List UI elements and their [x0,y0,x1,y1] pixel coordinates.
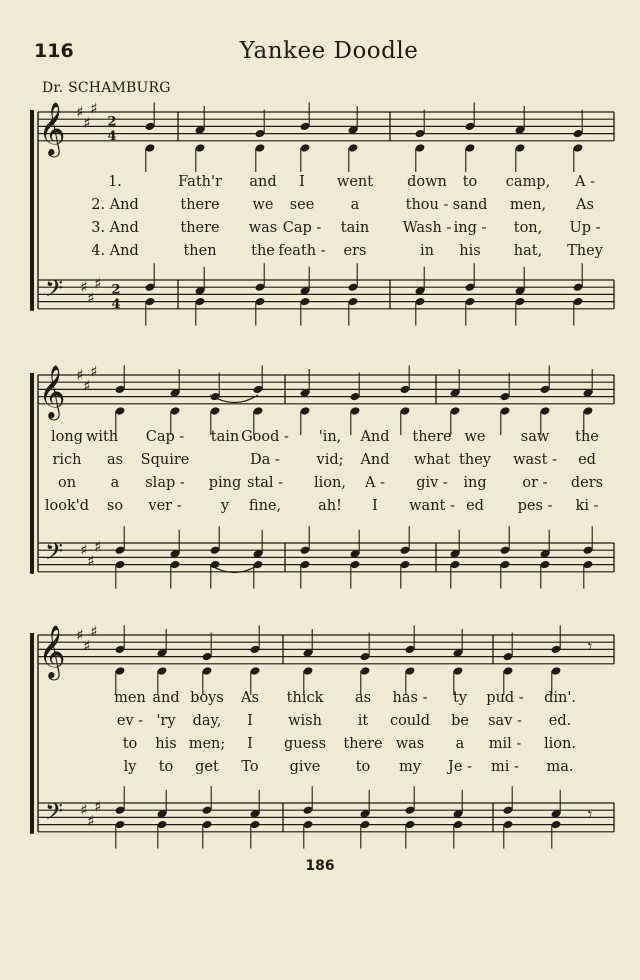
lyric-syllable: ly [123,759,137,775]
lyric-syllable: Fath'r [178,174,222,190]
time-sig-bass-top: 2 [111,282,121,298]
lyric-syllable: and [152,690,180,706]
key-sharp-treble-1-1: ♯ [83,376,91,395]
lyric-syllable: slap - [145,475,185,491]
lyric-syllable: sav - [488,713,522,729]
lyric-syllable: ders [570,475,604,491]
lyric-syllable: men, [509,197,547,213]
treble-clef-0: 𝄞 [38,100,66,155]
lyric-syllable: we [252,197,274,213]
lyric-syllable: wast - [513,452,557,468]
lyric-syllable: Good - [241,429,289,445]
lyric-syllable: I [247,713,253,729]
key-sharp-treble-0-2: ♯ [90,99,98,118]
lyric-syllable: ev - [116,713,144,729]
lyric-syllable: As [576,197,594,213]
lyric-syllable: could [389,713,431,729]
lyric-syllable: was [395,736,425,752]
lyric-syllable: want - [409,498,455,514]
lyric-syllable: ah! [318,498,342,514]
lyric-syllable: Up - [569,220,601,236]
time-sig-treble-top: 2 [107,114,117,130]
lyric-syllable: 1. [108,174,122,190]
lyric-syllable: was [248,220,278,236]
lyric-syllable: then [183,243,217,259]
lyric-syllable: as [106,452,124,468]
lyric-syllable: get [195,759,219,775]
key-sharp-treble-2-1: ♯ [83,636,91,655]
lyric-syllable: on [57,475,77,491]
lyric-syllable: be [451,713,469,729]
lyric-syllable: wish [288,713,322,729]
lyric-syllable: to [462,174,478,190]
key-sharp-bass-0-0: ♯ [80,278,88,297]
lyric-syllable: guess [283,736,327,752]
lyric-syllable: Wash - [402,220,452,236]
eighth-rest-treble: 𝄾 [587,636,593,656]
lyric-syllable: Cap - [145,429,185,445]
treble-clef-1: 𝄞 [38,363,66,418]
lyric-syllable: ton, [513,220,543,236]
lyric-syllable: hat, [513,243,543,259]
lyric-syllable: feath - [278,243,326,259]
lyric-syllable: ver - [148,498,182,514]
lyric-syllable: Squire [140,452,190,468]
lyric-syllable: fine, [248,498,282,514]
key-sharp-bass-0-1: ♯ [87,289,95,307]
lyric-syllable: in [420,243,434,259]
key-sharp-treble-0-1: ♯ [83,113,91,132]
lyric-syllable: lion. [544,736,576,752]
lyric-syllable: there [412,429,452,445]
page-number: 186 [305,858,335,874]
lyric-syllable: my [399,759,421,775]
lyric-syllable: They [567,243,603,259]
lyric-syllable: it [357,713,369,729]
lyric-syllable: day, [192,713,222,729]
bass-clef-0: 𝄢 [44,274,64,308]
lyric-syllable: see [289,197,315,213]
time-sig-bass-bottom: 4 [111,296,121,312]
lyric-syllable: tain [340,220,370,236]
lyric-syllable: to [355,759,371,775]
lyric-syllable: men; [188,736,226,752]
eighth-rest-bass: 𝄾 [587,804,593,824]
lyric-syllable: a [350,197,360,213]
lyric-syllable: they [459,452,491,468]
lyric-syllable: 'ry [156,713,176,729]
lyric-syllable: the [251,243,275,259]
lyric-syllable: ed [466,498,484,514]
key-sharp-bass-0-2: ♯ [94,274,102,293]
lyric-syllable: went [336,174,374,190]
lyric-syllable: 3. And [91,220,139,236]
lyric-syllable: ed. [548,713,572,729]
bass-clef-2: 𝄢 [44,797,64,831]
lyric-syllable: ki - [575,498,599,514]
lyric-syllable: with [85,429,119,445]
lyric-syllable: down [407,174,447,190]
lyric-syllable: ping [208,475,242,491]
lyric-syllable: Da - [250,452,280,468]
lyric-syllable: 4. And [91,243,139,259]
lyric-syllable: And [360,452,390,468]
lyric-syllable: his [459,243,481,259]
lyric-syllable: so [106,498,124,514]
lyric-syllable: I [247,736,253,752]
page-title: Yankee Doodle [239,38,419,64]
lyric-syllable: long [51,429,83,445]
lyric-syllable: A - [575,174,595,190]
lyric-syllable: A - [365,475,385,491]
lyric-syllable: mil - [488,736,522,752]
lyric-syllable: look'd [44,498,90,514]
lyric-syllable: Je - [448,759,472,775]
lyric-syllable: As [241,690,259,706]
lyric-syllable: give [289,759,321,775]
key-sharp-bass-2-0: ♯ [80,801,88,820]
lyric-syllable: And [360,429,390,445]
lyric-syllable: pes - [517,498,553,514]
lyric-syllable: stal - [246,475,284,491]
lyric-syllable: men [114,690,146,706]
hymn-number: 116 [34,40,74,62]
lyric-syllable: to [158,759,174,775]
system-bracket-0 [30,110,34,311]
lyric-syllable: a [455,736,465,752]
key-sharp-bass-2-1: ♯ [87,812,95,830]
lyric-syllable: ing [463,475,487,491]
key-sharp-bass-1-0: ♯ [80,541,88,560]
key-sharp-treble-2-0: ♯ [76,626,84,644]
lyric-syllable: a [110,475,120,491]
lyric-syllable: ing - [453,220,487,236]
lyric-syllable: rich [52,452,82,468]
bass-clef-1: 𝄢 [44,537,64,571]
lyric-syllable: tain [210,429,240,445]
lyric-syllable: we [464,429,486,445]
key-sharp-bass-2-2: ♯ [94,797,102,816]
key-sharp-treble-1-2: ♯ [90,362,98,381]
lyric-syllable: thick [286,690,324,706]
lyric-syllable: giv - [416,475,448,491]
lyric-syllable: 2. And [91,197,139,213]
lyric-syllable: pud - [486,690,524,706]
lyric-syllable: lion, [314,475,346,491]
lyric-syllable: To [241,759,259,775]
lyric-syllable: as [354,690,372,706]
time-sig-treble-bottom: 4 [107,128,117,144]
key-sharp-treble-1-0: ♯ [76,366,84,384]
key-sharp-treble-0-0: ♯ [76,103,84,121]
lyric-syllable: has - [392,690,428,706]
lyric-syllable: there [180,220,220,236]
key-sharp-bass-1-2: ♯ [94,537,102,556]
lyric-syllable: ed [578,452,596,468]
lyric-syllable: and [249,174,277,190]
lyric-syllable: vid; [316,452,344,468]
lyric-syllable: ty [452,690,468,706]
lyric-syllable: sand [452,197,488,213]
lyric-syllable: 'in, [318,429,342,445]
lyric-syllable: I [372,498,378,514]
lyric-syllable: or - [522,475,548,491]
lyric-syllable: I [299,174,305,190]
system-bracket-2 [30,633,34,834]
system-bracket-1 [30,373,34,574]
lyric-syllable: ma. [546,759,574,775]
lyric-syllable: there [180,197,220,213]
lyric-syllable: the [575,429,599,445]
lyric-syllable: what [413,452,451,468]
lyric-syllable: to [122,736,138,752]
composer-credit: Dr. SCHAMBURG [42,80,171,96]
lyric-syllable: his [155,736,177,752]
lyric-syllable: there [343,736,383,752]
key-sharp-bass-1-1: ♯ [87,552,95,570]
lyric-syllable: ers [343,243,367,259]
lyric-syllable: Cap - [282,220,322,236]
lyric-syllable: saw [520,429,550,445]
key-sharp-treble-2-2: ♯ [90,622,98,641]
lyric-syllable: boys [190,690,224,706]
lyric-syllable: y [220,498,230,514]
lyric-syllable: mi - [491,759,519,775]
lyric-syllable: camp, [505,174,551,190]
lyric-syllable: din'. [544,690,576,706]
treble-clef-2: 𝄞 [38,623,66,678]
lyric-syllable: thou - [405,197,449,213]
